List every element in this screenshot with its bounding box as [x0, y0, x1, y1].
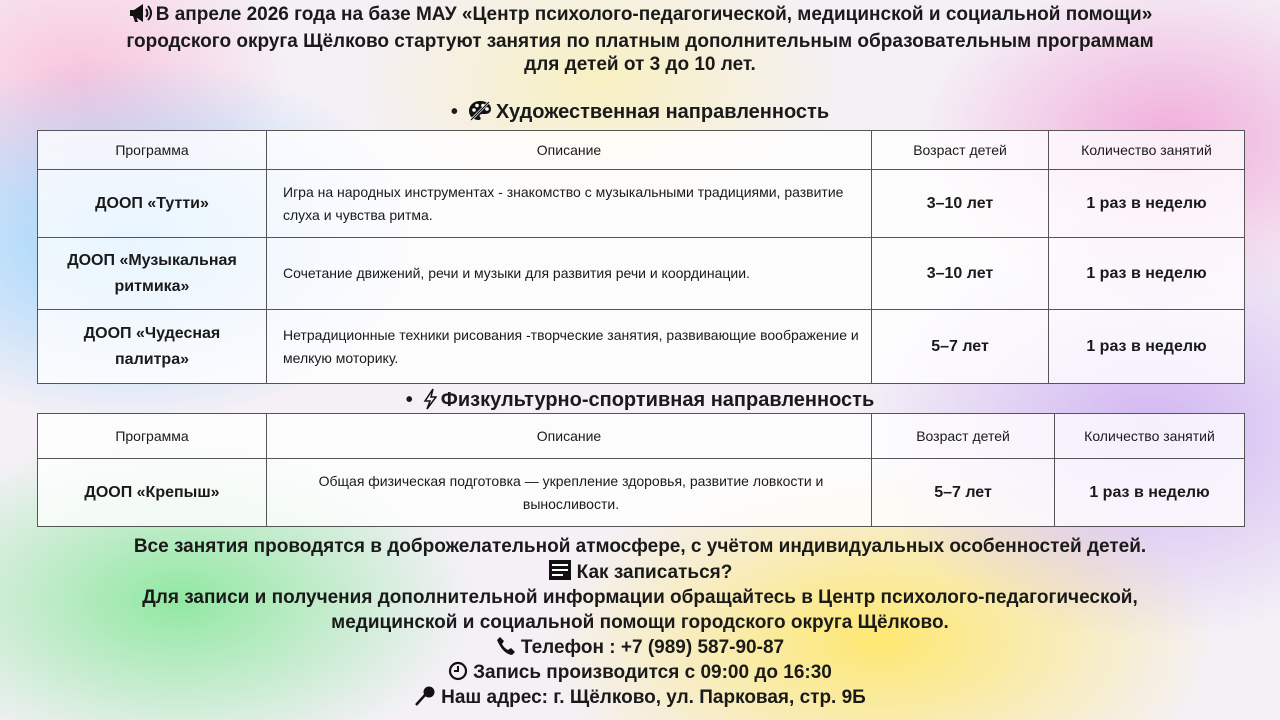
program-age: 3–10 лет: [872, 238, 1049, 310]
megaphone-icon: [128, 3, 152, 30]
art-programs-table: [37, 130, 1245, 384]
table-row: [38, 170, 1245, 238]
palette-icon: [468, 100, 492, 122]
phone-icon: [496, 636, 516, 656]
contact-line-1: Для записи и получения дополнительной информации обращайтесь в Центр психолого-педагогической,: [142, 587, 1138, 608]
address-line: Наш адрес: г. Щёлково, ул. Парковая, стр. 9Б: [0, 685, 1280, 710]
table-row: [38, 310, 1245, 384]
program-name: ДООП «Чудесная палитра»: [38, 310, 267, 384]
header-line-3: для детей от 3 до 10 лет.: [524, 54, 756, 75]
sport-programs-table: [37, 413, 1245, 527]
column-header-description: Описание: [267, 414, 872, 459]
program-name: ДООП «Музыкальная ритмика»: [38, 238, 267, 310]
program-description: Общая физическая подготовка — укрепление здоровья, развитие ловкости и выносливости.: [267, 459, 872, 527]
program-description: Сочетание движений, речи и музыки для развития речи и координации.: [267, 238, 872, 310]
column-header-age: Возраст детей: [872, 131, 1049, 170]
program-frequency: 1 раз в неделю: [1049, 310, 1245, 384]
section-title-art: • Художественная направленность: [450, 101, 830, 123]
announcement-header: [20, 3, 1260, 77]
table-row: [38, 238, 1245, 310]
document-icon: [548, 559, 572, 581]
column-header-frequency: Количество занятий: [1055, 414, 1245, 459]
program-frequency: 1 раз в неделю: [1055, 459, 1245, 527]
how-to-enroll: Как записаться?: [0, 559, 1280, 585]
program-frequency: 1 раз в неделю: [1049, 170, 1245, 238]
program-age: 5–7 лет: [872, 310, 1049, 384]
clock-icon: [448, 661, 468, 681]
contact-line-2: медицинской и социальной помощи городского округа Щёлково.: [331, 612, 949, 633]
header-line-1: В апреле 2026 года на базе МАУ «Центр психолого-педагогической, медицинской и социальной помощи»: [20, 3, 1260, 30]
lightning-icon: [423, 388, 437, 410]
program-name: ДООП «Тутти»: [38, 170, 267, 238]
bullet: •: [405, 389, 413, 411]
column-header-program: Программа: [38, 414, 267, 459]
program-frequency: 1 раз в неделю: [1049, 238, 1245, 310]
contact-footer: [0, 534, 1280, 710]
column-header-age: Возраст детей: [872, 414, 1055, 459]
header-line-2: городского округа Щёлково стартуют занятия по платным дополнительным образовательным программам: [126, 30, 1154, 52]
column-header-frequency: Количество занятий: [1049, 131, 1245, 170]
program-description: Нетрадиционные техники рисования -творческие занятия, развивающие воображение и мелкую моторику.: [267, 310, 872, 384]
table-row: [38, 459, 1245, 527]
table-header-row: [38, 414, 1245, 459]
column-header-description: Описание: [267, 131, 872, 170]
phone-line: Телефон : +7 (989) 587-90-87: [0, 635, 1280, 660]
program-description: Игра на народных инструментах - знакомство с музыкальными традициями, развитие слуха и чувства ритма.: [267, 170, 872, 238]
hours-line: Запись производится с 09:00 до 16:30: [0, 660, 1280, 685]
atmosphere-text: Все занятия проводятся в доброжелательной атмосфере, с учётом индивидуальных особенностей детей.: [133, 536, 1147, 557]
program-name: ДООП «Крепыш»: [38, 459, 267, 527]
section-title-sport: • Физкультурно-спортивная направленность: [405, 389, 875, 411]
table-header-row: [38, 131, 1245, 170]
pin-icon: [414, 686, 436, 706]
column-header-program: Программа: [38, 131, 267, 170]
program-age: 5–7 лет: [872, 459, 1055, 527]
bullet: •: [450, 101, 458, 123]
program-age: 3–10 лет: [872, 170, 1049, 238]
